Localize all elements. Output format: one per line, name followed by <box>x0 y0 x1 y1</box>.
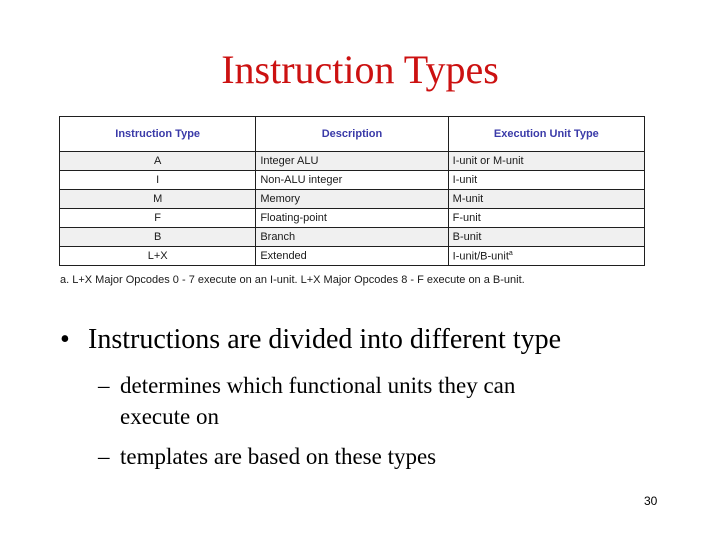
instruction-types-table-wrapper <box>59 116 645 266</box>
cell-unit: M-unit <box>448 190 644 209</box>
cell-unit: B-unit <box>448 228 644 247</box>
table-row <box>60 228 645 247</box>
sub-bullet-2-text: templates are based on these types <box>120 444 437 469</box>
cell-description: Extended <box>256 247 448 266</box>
header-execution-unit-type: Execution Unit Type <box>448 117 644 152</box>
table-row <box>60 152 645 171</box>
sub-bullet-2 <box>98 444 436 470</box>
cell-type: F <box>60 209 256 228</box>
main-bullet <box>60 324 561 356</box>
cell-unit: I-unit <box>448 171 644 190</box>
dash-marker: – <box>98 373 110 398</box>
sub-bullet-1-line-2: execute on <box>120 404 219 429</box>
cell-type: L+X <box>60 247 256 266</box>
cell-unit-text: I-unit/B-unit <box>452 250 509 263</box>
cell-description: Floating-point <box>256 209 448 228</box>
main-bullet-text: Instructions are divided into different type <box>88 324 562 355</box>
cell-description: Non-ALU integer <box>256 171 448 190</box>
table-row <box>60 247 645 266</box>
cell-type: A <box>60 152 256 171</box>
cell-unit: I-unit or M-unit <box>448 152 644 171</box>
table-footnote: a. L+X Major Opcodes 0 - 7 execute on an I-unit. L+X Major Opcodes 8 - F execute on a B-unit. <box>60 274 525 286</box>
cell-description: Integer ALU <box>256 152 448 171</box>
table-row <box>60 171 645 190</box>
table-row <box>60 209 645 228</box>
table-header-row <box>60 117 645 152</box>
cell-description: Memory <box>256 190 448 209</box>
bullet-marker: • <box>60 324 70 355</box>
cell-type: B <box>60 228 256 247</box>
footnote-marker: a <box>508 249 513 257</box>
cell-type: M <box>60 190 256 209</box>
sub-bullet-1-line-1: determines which functional units they can <box>120 373 516 398</box>
page-number: 30 <box>644 494 658 508</box>
instruction-types-table <box>59 116 645 266</box>
dash-marker: – <box>98 444 110 469</box>
table-row <box>60 190 645 209</box>
cell-unit: F-unit <box>448 209 644 228</box>
cell-type: I <box>60 171 256 190</box>
slide-title: Instruction Types <box>221 47 499 92</box>
cell-unit <box>448 247 644 266</box>
cell-description: Branch <box>256 228 448 247</box>
header-description: Description <box>256 117 448 152</box>
header-instruction-type: Instruction Type <box>60 117 256 152</box>
sub-bullet-1 <box>98 370 618 432</box>
